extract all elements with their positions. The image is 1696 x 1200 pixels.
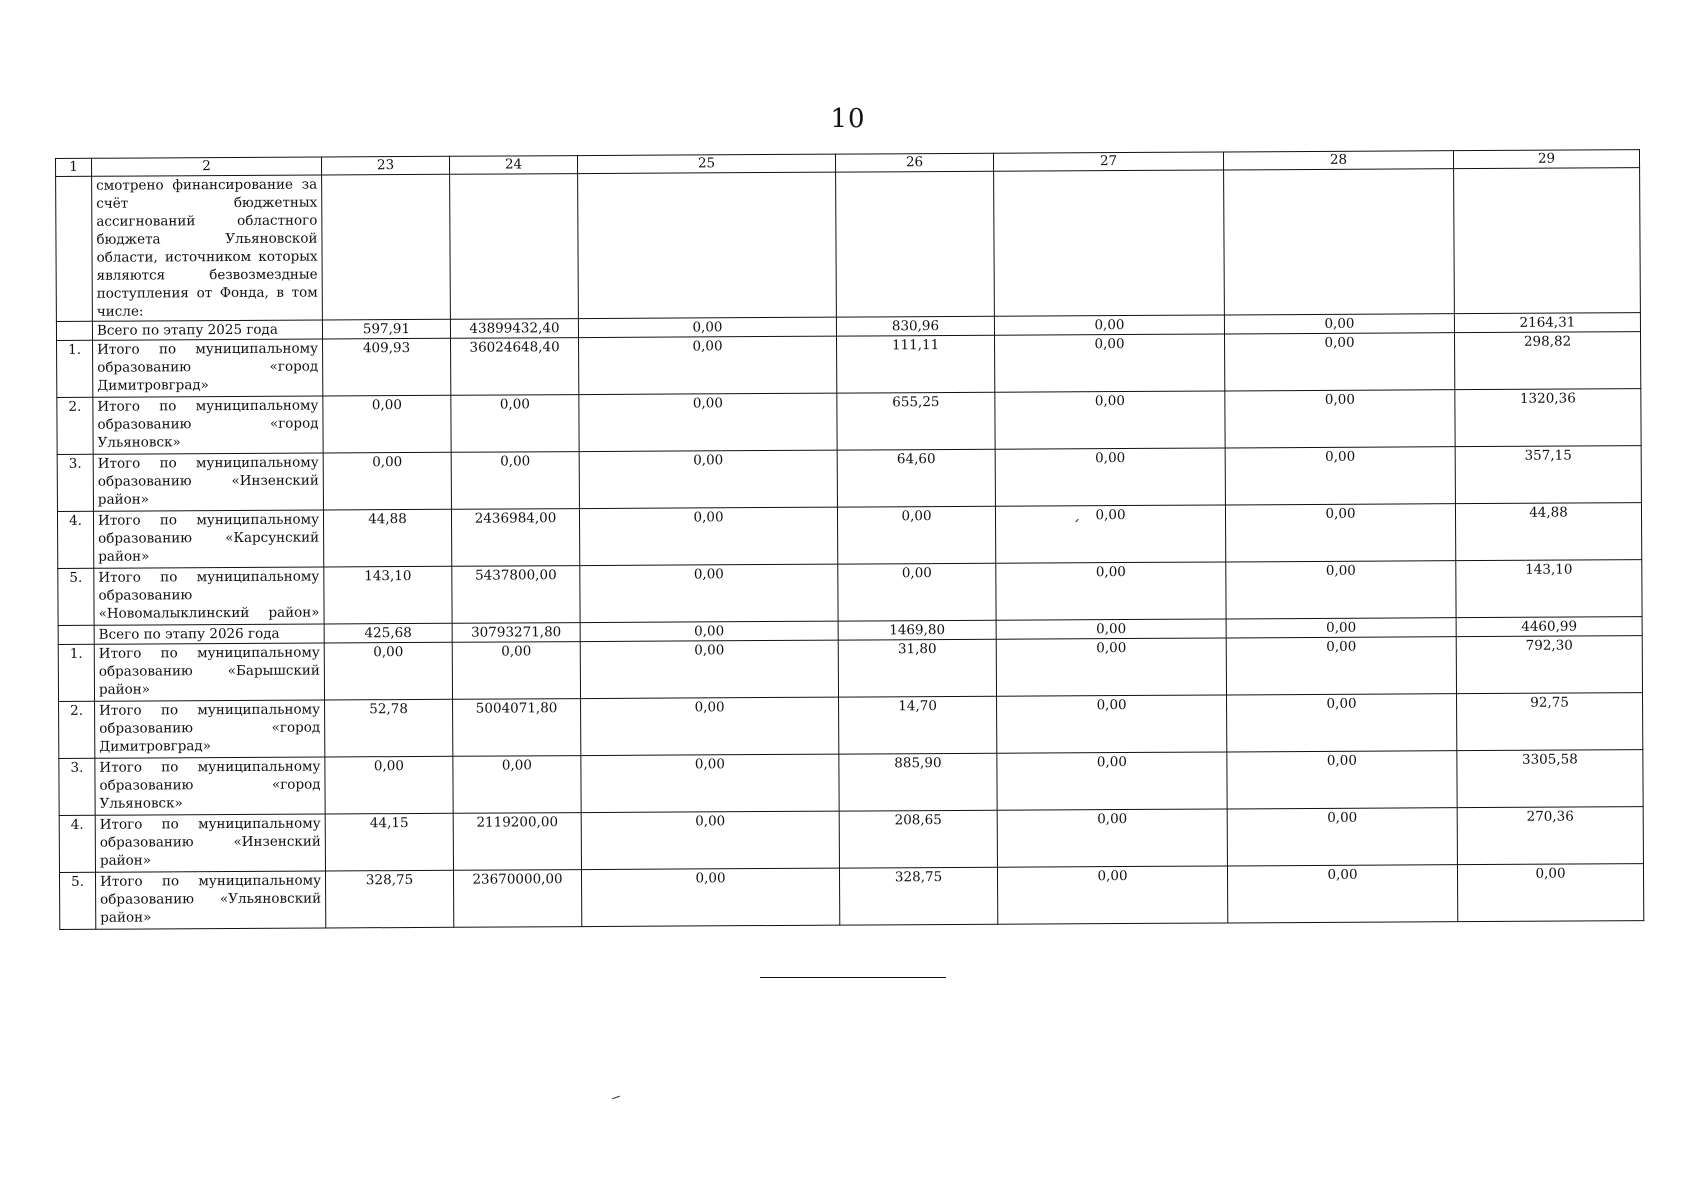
value-cell-23: 44,15 xyxy=(325,813,453,871)
header-cell: 29 xyxy=(1453,150,1639,169)
value-cell-29: 92,75 xyxy=(1457,693,1643,751)
value-cell-29: 0,00 xyxy=(1457,864,1643,922)
value-cell-25: 0,00 xyxy=(578,317,836,337)
value-cell-27: 0,00 xyxy=(997,866,1227,924)
value-cell-23: 328,75 xyxy=(325,870,453,928)
row-description: Итого по муниципальному образованию «Карсунский район» xyxy=(93,510,323,568)
table-row xyxy=(57,332,1641,398)
row-index: 1. xyxy=(57,340,93,397)
value-cell-23: 0,00 xyxy=(324,642,452,700)
value-cell-25: 0,00 xyxy=(579,450,837,508)
row-description: Итого по муниципальному образованию «Новомалыклинский район» xyxy=(94,567,324,625)
value-cell-29: 270,36 xyxy=(1457,807,1643,865)
value-cell-25: 0,00 xyxy=(580,621,838,641)
row-index: 2. xyxy=(57,397,93,454)
value-cell-26: 328,75 xyxy=(839,867,997,925)
value-cell-23: 0,00 xyxy=(323,395,451,453)
intro-row xyxy=(56,168,1641,322)
value-cell-24: 23670000,00 xyxy=(453,870,581,928)
value-cell-29: 4460,99 xyxy=(1456,617,1642,637)
row-description: Итого по муниципальному образованию «город Димитровград» xyxy=(95,700,325,758)
value-cell-24: 0,00 xyxy=(451,395,579,453)
value-cell-25: 0,00 xyxy=(579,336,837,394)
value-cell-28: 0,00 xyxy=(1226,637,1456,695)
footer-rule xyxy=(760,977,946,978)
table-cell xyxy=(322,174,451,320)
value-cell-25: 0,00 xyxy=(581,811,839,869)
value-cell-26: 14,70 xyxy=(839,696,997,754)
value-cell-23: 0,00 xyxy=(323,452,451,510)
value-cell-24: 36024648,40 xyxy=(451,338,579,396)
value-cell-27: 0,00 xyxy=(996,562,1226,620)
value-cell-29: 1320,36 xyxy=(1455,389,1641,447)
value-cell-29: 3305,58 xyxy=(1457,750,1643,808)
value-cell-24: 30793271,80 xyxy=(452,623,580,643)
table-row xyxy=(57,389,1641,455)
row-index: 4. xyxy=(57,511,93,568)
table-cell xyxy=(836,171,995,317)
table-cell xyxy=(578,172,837,318)
value-cell-23: 52,78 xyxy=(325,699,453,757)
header-cell: 28 xyxy=(1223,151,1453,170)
value-cell-28: 0,00 xyxy=(1227,808,1457,866)
table-body xyxy=(56,168,1644,930)
value-cell-27: 0,00 xyxy=(996,638,1226,696)
table-row xyxy=(59,693,1643,759)
table-cell xyxy=(994,170,1225,316)
value-cell-27: 0,00 xyxy=(995,448,1225,506)
row-description: Итого по муниципальному образованию «Инзенский район» xyxy=(95,814,325,872)
value-cell-26: 885,90 xyxy=(839,753,997,811)
value-cell-29: 298,82 xyxy=(1454,332,1640,390)
value-cell-23: 597,91 xyxy=(322,319,450,339)
value-cell-24: 0,00 xyxy=(451,452,579,510)
header-cell: 25 xyxy=(577,154,835,173)
value-cell-28: 0,00 xyxy=(1225,333,1455,391)
value-cell-25: 0,00 xyxy=(581,868,839,926)
table-row xyxy=(59,864,1643,930)
value-cell-24: 2436984,00 xyxy=(451,509,579,567)
value-cell-23: 44,88 xyxy=(323,509,451,567)
row-index: 3. xyxy=(57,454,93,511)
value-cell-26: 830,96 xyxy=(836,316,994,336)
value-cell-28: 0,00 xyxy=(1227,694,1457,752)
value-cell-24: 5004071,80 xyxy=(453,699,581,757)
value-cell-28: 0,00 xyxy=(1226,618,1456,638)
value-cell-27: 0,00 xyxy=(995,505,1225,563)
header-cell: 27 xyxy=(993,152,1223,171)
row-description: Итого по муниципальному образованию «Ульяновский район» xyxy=(95,871,325,929)
value-cell-27: 0,00 xyxy=(997,695,1227,753)
value-cell-24: 0,00 xyxy=(453,756,581,814)
table-row xyxy=(58,560,1642,626)
value-cell-28: 0,00 xyxy=(1225,447,1455,505)
table-cell xyxy=(1454,168,1641,314)
value-cell-29: 357,15 xyxy=(1455,446,1641,504)
row-index: 5. xyxy=(58,568,94,625)
table-row xyxy=(59,807,1643,873)
value-cell-27: 0,00 xyxy=(995,391,1225,449)
intro-text: смотрено финансирование за счёт бюджетных ассигнований областного бюджета Ульяновской области, источником которых являются безвозмездные поступления от Фонда, в том числе: xyxy=(92,175,323,321)
value-cell-25: 0,00 xyxy=(579,393,837,451)
row-index: 4. xyxy=(59,815,95,872)
value-cell-28: 0,00 xyxy=(1226,561,1456,619)
table-cell xyxy=(56,176,93,321)
value-cell-23: 143,10 xyxy=(324,566,452,624)
header-cell: 23 xyxy=(321,156,449,175)
table-row xyxy=(59,750,1643,816)
row-description: Итого по муниципальному образованию «Барышский район» xyxy=(94,643,324,701)
table-wrapper xyxy=(55,149,1644,930)
value-cell-27: 0,00 xyxy=(995,334,1225,392)
row-index xyxy=(58,625,94,644)
value-cell-29: 143,10 xyxy=(1456,560,1642,618)
value-cell-29: 2164,31 xyxy=(1454,313,1640,333)
value-cell-25: 0,00 xyxy=(580,564,838,622)
value-cell-25: 0,00 xyxy=(581,697,839,755)
value-cell-26: 0,00 xyxy=(838,563,996,621)
value-cell-29: 44,88 xyxy=(1455,503,1641,561)
row-index: 1. xyxy=(58,644,94,701)
value-cell-26: 31,80 xyxy=(838,639,996,697)
table-row xyxy=(57,503,1641,569)
header-cell: 1 xyxy=(56,158,92,176)
stage-total-label: Всего по этапу 2026 года xyxy=(94,624,324,644)
row-description: Итого по муниципальному образованию «город Димитровград» xyxy=(93,339,323,397)
row-index xyxy=(56,321,92,340)
row-description: Итого по муниципальному образованию «Инзенский район» xyxy=(93,453,323,511)
value-cell-28: 0,00 xyxy=(1225,390,1455,448)
table-row xyxy=(58,636,1642,702)
value-cell-26: 208,65 xyxy=(839,810,997,868)
header-cell: 26 xyxy=(835,153,993,172)
value-cell-28: 0,00 xyxy=(1227,865,1457,923)
value-cell-25: 0,00 xyxy=(581,754,839,812)
value-cell-27: 0,00 xyxy=(994,315,1224,335)
value-cell-27: 0,00 xyxy=(996,619,1226,639)
value-cell-26: 1469,80 xyxy=(838,620,996,640)
row-index: 2. xyxy=(59,701,95,758)
value-cell-24: 0,00 xyxy=(452,642,580,700)
table-cell xyxy=(450,174,579,320)
value-cell-27: 0,00 xyxy=(997,809,1227,867)
header-cell: 2 xyxy=(92,157,322,176)
row-description: Итого по муниципальному образованию «город Ульяновск» xyxy=(93,396,323,454)
row-index: 5. xyxy=(59,872,95,929)
value-cell-28: 0,00 xyxy=(1225,504,1455,562)
page-number: 10 xyxy=(830,104,866,134)
table-row xyxy=(57,446,1641,512)
value-cell-24: 5437800,00 xyxy=(452,566,580,624)
value-cell-24: 2119200,00 xyxy=(453,813,581,871)
value-cell-26: 0,00 xyxy=(837,506,995,564)
value-cell-28: 0,00 xyxy=(1227,751,1457,809)
stage-total-label: Всего по этапу 2025 года xyxy=(92,320,322,340)
value-cell-29: 792,30 xyxy=(1456,636,1642,694)
value-cell-24: 43899432,40 xyxy=(450,319,578,339)
value-cell-26: 111,11 xyxy=(837,335,995,393)
header-cell: 24 xyxy=(449,156,577,175)
row-description: Итого по муниципальному образованию «город Ульяновск» xyxy=(95,757,325,815)
stray-mark xyxy=(612,1096,620,1100)
value-cell-23: 0,00 xyxy=(325,756,453,814)
value-cell-25: 0,00 xyxy=(579,507,837,565)
value-cell-28: 0,00 xyxy=(1224,314,1454,334)
value-cell-26: 64,60 xyxy=(837,449,995,507)
value-cell-23: 425,68 xyxy=(324,623,452,643)
value-cell-26: 655,25 xyxy=(837,392,995,450)
value-cell-25: 0,00 xyxy=(580,640,838,698)
table-cell xyxy=(1224,169,1455,315)
value-cell-23: 409,93 xyxy=(323,338,451,396)
row-index: 3. xyxy=(59,758,95,815)
value-cell-27: 0,00 xyxy=(997,752,1227,810)
finance-table xyxy=(55,149,1644,930)
